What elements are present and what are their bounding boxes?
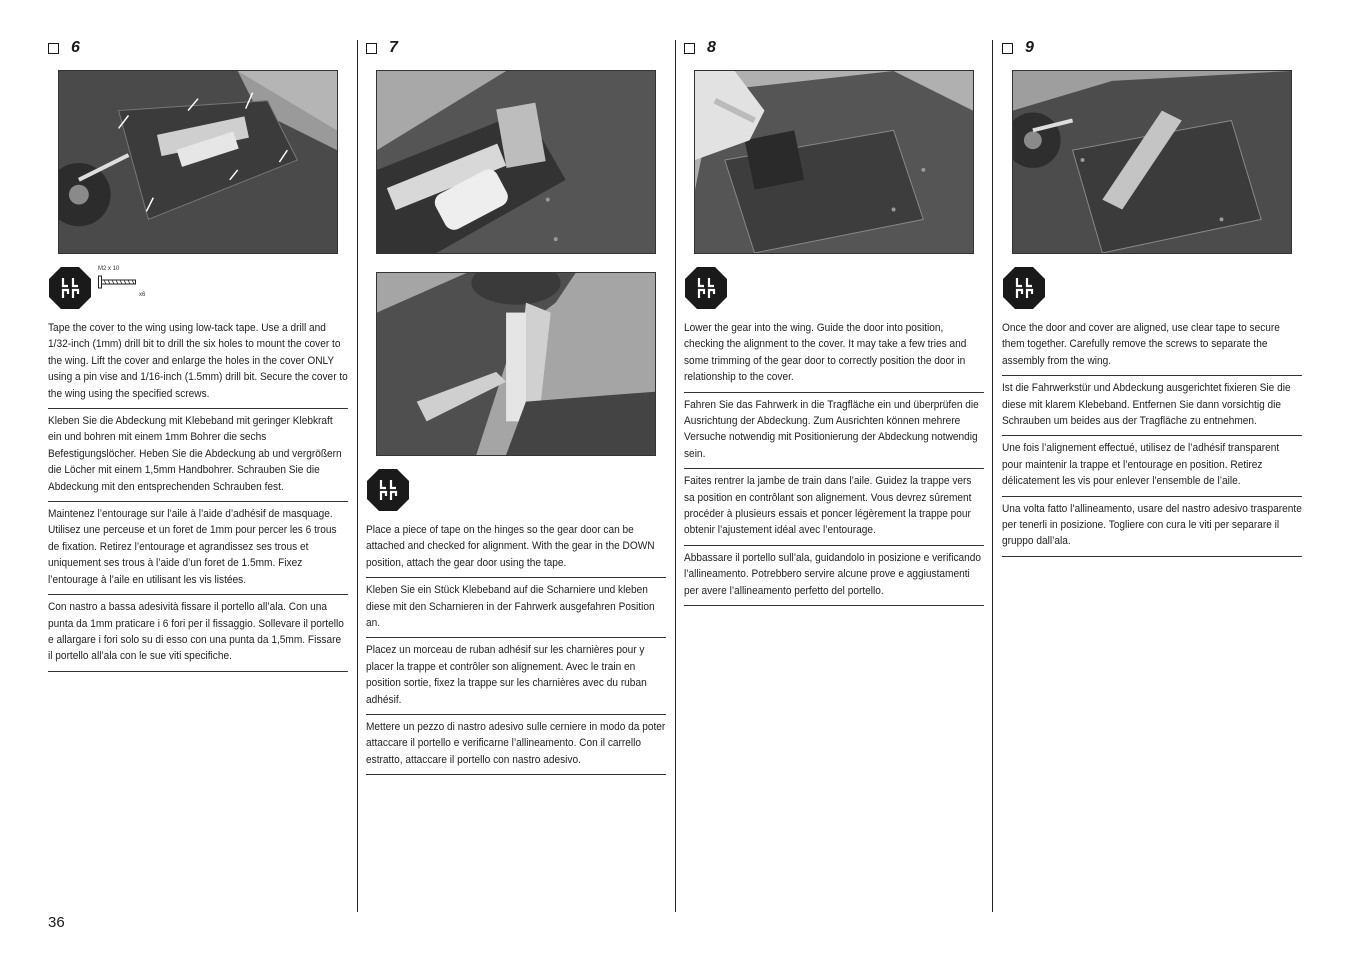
instruction-en: Place a piece of tape on the hinges so the gear door can be attached and checked for alignment. With the gear in the DOWN position, attach the gear door using the tape. xyxy=(366,518,666,578)
step-checkbox[interactable] xyxy=(684,43,695,54)
step-checkbox[interactable] xyxy=(48,43,59,54)
instruction-en: Once the door and cover are aligned, use clear tape to secure them together. Carefully remove the screws to separate the assembly from the wing. xyxy=(1002,316,1302,376)
instruction-it: Con nastro a bassa adesività fissare il portello all’ala. Con una punta da 1mm praticare i 6 fori per il fissaggio. Sollevare il portello e allargare i fori solo su di esso con una punta da 1,5mm. Fissare il portello all’ala con le sue viti specifiche. xyxy=(48,595,348,672)
screw-icon xyxy=(98,275,138,289)
step-header xyxy=(48,38,80,58)
step-number: 9 xyxy=(1025,39,1034,56)
instruction-en: Tape the cover to the wing using low-tack tape. Use a drill and 1/32-inch (1mm) drill bit to drill the six holes to mount the cover to the wing. Lift the cover and enlarge the holes in the cover ONLY using a pin vise and 1/16-inch (1.5mm) drill bit. Secure the cover to the wing using the specified screws. xyxy=(48,316,348,409)
hardware-badge-icon xyxy=(48,266,92,310)
instruction-en: Lower the gear into the wing. Guide the door into position, checking the alignment to the cover. It may take a few tries and some trimming of the gear door to correctly position the door in relationship to the cover. xyxy=(684,316,984,393)
hardware-badge-icon xyxy=(366,468,410,512)
instruction-it: Abbassare il portello sull’ala, guidandolo in posizione e verificando l’allineamento. Potrebbero servire alcune prove e aggiustamenti per avere l’allineamento perfetto del portello. xyxy=(684,546,984,606)
instruction-fr: Faites rentrer la jambe de train dans l’aile. Guidez la trappe vers sa position en contrôlant son alignement. Vous devrez sûrement procéder à plusieurs essais et poncer légèrement la trappe pour obtenir l’ajustement idéal avec l’entourage. xyxy=(684,469,984,546)
column-divider xyxy=(675,40,676,912)
instruction-texts xyxy=(684,316,984,606)
step-photo xyxy=(376,70,656,254)
instruction-texts xyxy=(1002,316,1302,557)
hardware-badge-icon xyxy=(684,266,728,310)
instruction-texts xyxy=(366,518,666,775)
instruction-fr: Maintenez l’entourage sur l’aile à l’aide d’adhésif de masquage. Utilisez une perceuse et un foret de 1mm pour percer les 6 trous de fixation. Retirez l’entourage et agrandissez ses trous et uniquement ses trous à l’aide d’un foret de 1.5mm. Fixez l’entourage à l’aile en utilisant les vis listées. xyxy=(48,502,348,595)
column-divider xyxy=(357,40,358,912)
step-photo xyxy=(376,272,656,456)
instruction-texts xyxy=(48,316,348,672)
step-checkbox[interactable] xyxy=(1002,43,1013,54)
instruction-de: Kleben Sie ein Stück Klebeband auf die Scharniere und kleben diese mit den Scharnieren in der Fahrwerk ausgefahren Position an. xyxy=(366,578,666,638)
step-photo xyxy=(1012,70,1292,254)
screw-count: x6 xyxy=(139,292,146,298)
step-number: 6 xyxy=(71,39,80,56)
instruction-it: Mettere un pezzo di nastro adesivo sulle cerniere in modo da poter attaccare il portello e verificarne l’allineamento. Con il carrello estratto, attaccare il portello con nastro adesivo. xyxy=(366,715,666,775)
step-number: 7 xyxy=(389,39,398,56)
step-photo xyxy=(694,70,974,254)
step-header xyxy=(366,38,398,58)
instruction-it: Una volta fatto l’allineamento, usare del nastro adesivo trasparente per tenerli in posizione. Togliere con cura le viti per separare il gruppo dall’ala. xyxy=(1002,497,1302,557)
step-photo xyxy=(58,70,338,254)
step-number: 8 xyxy=(707,39,716,56)
step-checkbox[interactable] xyxy=(366,43,377,54)
step-header xyxy=(1002,38,1034,58)
hardware-badge-icon xyxy=(1002,266,1046,310)
screw-size-label: M2 x 10 xyxy=(98,266,120,272)
instruction-de: Kleben Sie die Abdeckung mit Klebeband mit geringer Klebkraft ein und bohren mit einem 1mm Bohrer die sechs Befestigungslöcher. Heben Sie die Abdeckung ab und vergrößern die Löcher mit einem 1,5mm Handbohrer. Schrauben Sie die Abdeckung mit den entsprechenden Schrauben fest. xyxy=(48,409,348,502)
step-header xyxy=(684,38,716,58)
instruction-de: Fahren Sie das Fahrwerk in die Tragfläche ein und überprüfen die Ausrichtung der Abdeckung. Zum Ausrichten können mehrere Versuche notwendig mit Positionierung der Abdeckung notwendig sein. xyxy=(684,393,984,470)
page-number: 36 xyxy=(48,914,65,931)
instruction-de: Ist die Fahrwerkstür und Abdeckung ausgerichtet fixieren Sie die diese mit klarem Klebeband. Entfernen Sie dann vorsichtig die Schrauben um beides aus der Tragfläche zu entnehmen. xyxy=(1002,376,1302,436)
instruction-fr: Placez un morceau de ruban adhésif sur les charnières pour y placer la trappe et contrôler son alignement. Avec le train en position sortie, fixez la trappe sur les charnières avec du ruban adhésif. xyxy=(366,638,666,715)
column-divider xyxy=(992,40,993,912)
screw-note xyxy=(98,266,158,306)
instruction-fr: Une fois l’alignement effectué, utilisez de l’adhésif transparent pour maintenir la trappe et l’entourage en position. Retirez délicatement les vis pour enlever l’ensemble de l’aile. xyxy=(1002,436,1302,496)
